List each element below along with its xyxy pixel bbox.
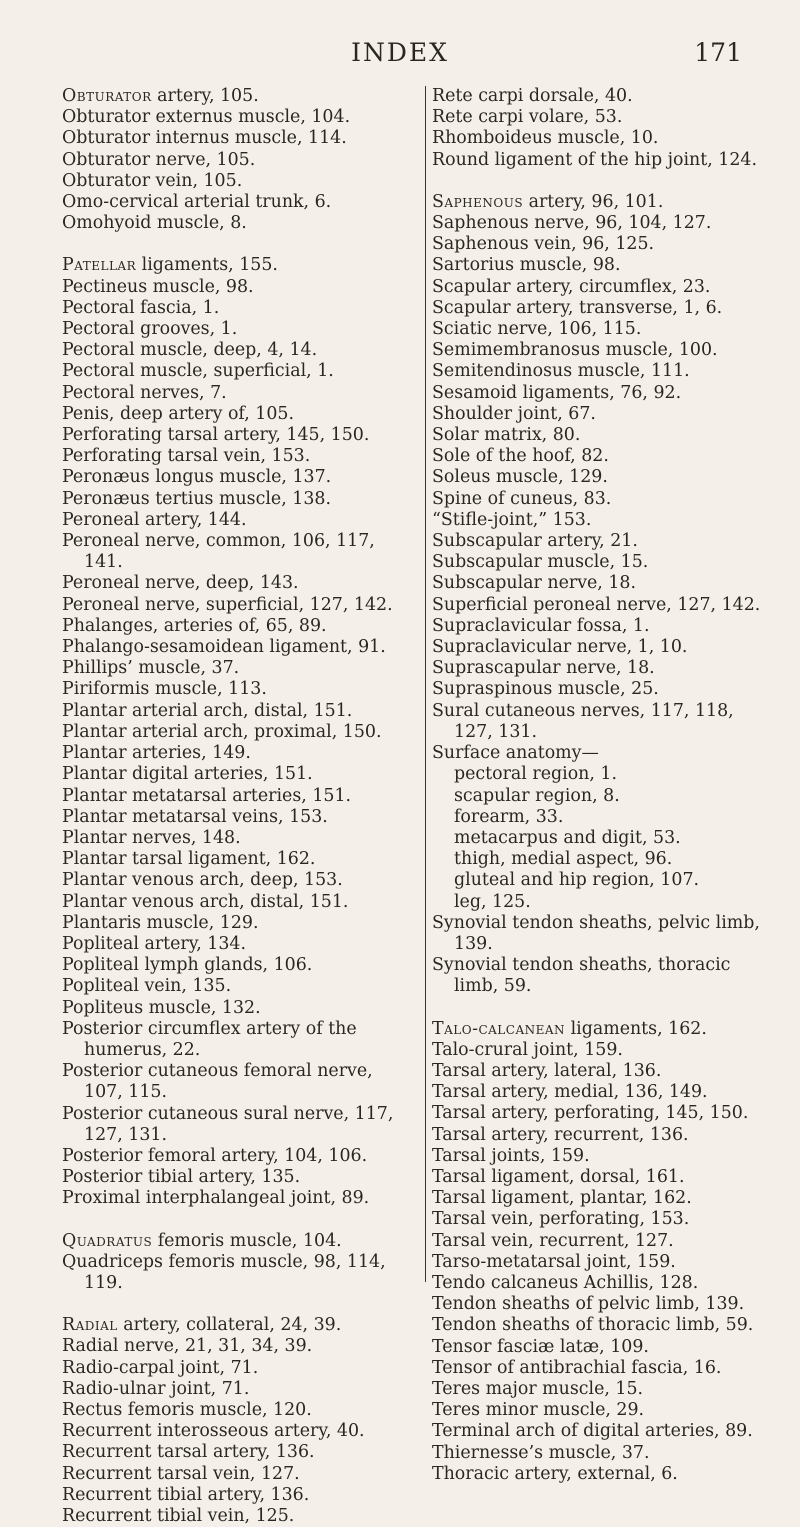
index-entry	[62, 255, 402, 276]
index-entry: Tensor of antibrachial fascia, 16.	[432, 1357, 722, 1378]
index-entry: Sartorius muscle, 98.	[432, 255, 621, 276]
index-entry: Penis, deep artery of, 105.	[62, 403, 295, 424]
index-entry: Pectoral grooves, 1.	[62, 319, 238, 340]
index-entry: Omo-cervical arterial trunk, 6.	[62, 192, 332, 213]
entry-text: artery, 105.	[151, 86, 259, 106]
index-entry: Phalanges, arteries of, 65, 89.	[62, 615, 327, 636]
index-entry: forearm, 33.	[454, 806, 564, 827]
index-entry: Plantar venous arch, deep, 153.	[62, 870, 343, 891]
section-gap	[62, 234, 402, 255]
index-entry: Peroneal nerve, common, 106, 117, 141.	[62, 531, 375, 573]
index-entry	[432, 192, 777, 213]
index-entry	[62, 86, 402, 107]
index-entry: Supraclavicular fossa, 1.	[432, 615, 650, 636]
index-entry: Popliteal lymph glands, 106.	[62, 955, 313, 976]
index-entry: Semimembranosus muscle, 100.	[432, 340, 718, 361]
index-entry: Thoracic artery, external, 6.	[432, 1463, 678, 1484]
page-number: 171	[694, 38, 742, 67]
index-entry: Tarsal vein, perforating, 153.	[432, 1209, 690, 1230]
index-entry: Popliteal artery, 134.	[62, 933, 247, 954]
index-entry: Piriformis muscle, 113.	[62, 679, 267, 700]
index-entry: scapular region, 8.	[454, 785, 620, 806]
index-entry: Plantaris muscle, 129.	[62, 912, 259, 933]
index-entry: Supraclavicular nerve, 1, 10.	[432, 637, 688, 658]
section-lead-word: Obturator	[62, 86, 152, 106]
index-entry: pectoral region, 1.	[454, 764, 618, 785]
index-entry: Subscapular muscle, 15.	[432, 552, 649, 573]
entry-text: ligaments, 155.	[136, 255, 278, 276]
section-gap	[62, 1210, 402, 1231]
section-gap	[432, 998, 777, 1019]
index-column-left	[62, 86, 402, 1527]
index-entry: Solar matrix, 80.	[432, 425, 581, 446]
index-entry: Tendo calcaneus Achillis, 128.	[432, 1272, 699, 1293]
index-entry: Soleus muscle, 129.	[432, 467, 608, 488]
index-entry: Radio-carpal joint, 71.	[62, 1357, 259, 1378]
index-entry: Plantar arterial arch, distal, 151.	[62, 700, 353, 721]
index-entry: Saphenous vein, 96, 125.	[432, 234, 655, 255]
index-entry: Radial nerve, 21, 31, 34, 39.	[62, 1336, 313, 1357]
page-title: INDEX	[351, 38, 449, 67]
index-entry: Tarsal ligament, plantar, 162.	[432, 1188, 692, 1209]
index-entry: Rectus femoris muscle, 120.	[62, 1399, 312, 1420]
index-entry: Tarsal artery, lateral, 136.	[432, 1060, 662, 1081]
index-entry: Obturator internus muscle, 114.	[62, 128, 347, 149]
index-entry: Plantar metatarsal arteries, 151.	[62, 785, 352, 806]
index-entry: Recurrent tarsal vein, 127.	[62, 1463, 300, 1484]
index-entry: Semitendinosus muscle, 111.	[432, 361, 690, 382]
index-entry: Tarsal ligament, dorsal, 161.	[432, 1166, 685, 1187]
section-lead-word: Quadratus	[62, 1230, 153, 1251]
index-entry: “Stifle-joint,” 153.	[432, 509, 592, 530]
index-entry: Peronæus tertius muscle, 138.	[62, 488, 331, 509]
index-entry: Tarsal joints, 159.	[432, 1145, 590, 1166]
index-entry: Teres major muscle, 15.	[432, 1378, 644, 1399]
index-entry: Plantar arteries, 149.	[62, 743, 251, 764]
index-entry: Tarsal artery, recurrent, 136.	[432, 1124, 689, 1145]
index-entry: Recurrent interosseous artery, 40.	[62, 1421, 365, 1442]
entry-text: artery, 96, 101.	[523, 191, 664, 212]
index-entry: Spine of cuneus, 83.	[432, 488, 612, 509]
index-entry: Rete carpi dorsale, 40.	[432, 86, 633, 106]
index-entry: Pectoral muscle, superficial, 1.	[62, 361, 334, 382]
section-lead-word: Radial	[62, 1315, 118, 1336]
index-entry: Recurrent tibial artery, 136.	[62, 1484, 310, 1505]
index-entry: Tarsal artery, medial, 136, 149.	[432, 1082, 708, 1103]
index-entry: Obturator nerve, 105.	[62, 149, 256, 170]
index-entry: Posterior circumflex artery of the humerus, 22.	[62, 1018, 357, 1060]
index-entry: Synovial tendon sheaths, thoracic limb, 59.	[432, 955, 731, 997]
index-entry: Subscapular artery, 21.	[432, 531, 638, 552]
index-entry: Pectoral fascia, 1.	[62, 297, 220, 318]
index-entry: Posterior cutaneous sural nerve, 117, 127, 131.	[62, 1103, 394, 1145]
entry-text: ligaments, 162.	[565, 1018, 707, 1039]
index-entry: Subscapular nerve, 18.	[432, 573, 637, 594]
entry-text: artery, collateral, 24, 39.	[117, 1315, 342, 1336]
index-entry: Obturator externus muscle, 104.	[62, 107, 351, 128]
index-entry: Scapular artery, circumflex, 23.	[432, 276, 711, 297]
index-entry	[62, 1231, 402, 1252]
index-entry: Superficial peroneal nerve, 127, 142.	[432, 594, 761, 615]
index-entry: Posterior femoral artery, 104, 106.	[62, 1145, 368, 1166]
index-entry: Rete carpi volare, 53.	[432, 107, 623, 128]
index-entry: Peroneal nerve, superficial, 127, 142.	[62, 594, 393, 615]
index-entry: gluteal and hip region, 107.	[454, 870, 700, 891]
index-entry: Popliteal vein, 135.	[62, 976, 232, 997]
index-entry: Pectoral nerves, 7.	[62, 382, 227, 403]
entry-text: femoris muscle, 104.	[152, 1230, 342, 1251]
index-entry: Suprascapular nerve, 18.	[432, 658, 655, 679]
index-entry: Tensor fasciæ latæ, 109.	[432, 1336, 649, 1357]
index-entry: Tarsal artery, perforating, 145, 150.	[432, 1103, 749, 1124]
index-entry: Perforating tarsal artery, 145, 150.	[62, 425, 370, 446]
index-entry: Rhomboideus muscle, 10.	[432, 128, 659, 149]
index-entry: Obturator vein, 105.	[62, 170, 243, 191]
index-entry: Recurrent tibial vein, 125.	[62, 1506, 295, 1526]
index-entry: Plantar venous arch, distal, 151.	[62, 891, 349, 912]
index-entry: Synovial tendon sheaths, pelvic limb, 139.	[432, 912, 760, 954]
section-lead-word: Patellar	[62, 255, 137, 276]
index-entry: Posterior tibial artery, 135.	[62, 1167, 301, 1188]
index-entry: Round ligament of the hip joint, 124.	[432, 149, 758, 170]
index-entry: Pectoral muscle, deep, 4, 14.	[62, 340, 318, 361]
index-entry: Sural cutaneous nerves, 117, 118, 127, 131.	[432, 700, 734, 742]
index-entry: Talo-crural joint, 159.	[432, 1039, 623, 1060]
index-entry: Plantar digital arteries, 151.	[62, 764, 313, 785]
index-entry: Pectineus muscle, 98.	[62, 276, 254, 297]
index-entry: Perforating tarsal vein, 153.	[62, 446, 311, 467]
index-entry: thigh, medial aspect, 96.	[454, 849, 673, 870]
index-entry: Saphenous nerve, 96, 104, 127.	[432, 213, 712, 234]
index-entry: Peroneal artery, 144.	[62, 509, 247, 530]
index-entry: Quadriceps femoris muscle, 98, 114, 119.	[62, 1251, 386, 1293]
index-entry: Shoulder joint, 67.	[432, 403, 596, 424]
section-gap	[62, 1294, 402, 1315]
index-entry: Tarso-metatarsal joint, 159.	[432, 1251, 676, 1272]
index-entry: Surface anatomy—	[432, 743, 599, 764]
index-entry: Phillips’ muscle, 37.	[62, 658, 240, 679]
section-lead-word: Talo-calcanean	[432, 1018, 566, 1039]
index-entry: Posterior cutaneous femoral nerve, 107, 115.	[62, 1061, 373, 1103]
index-entry: Sciatic nerve, 106, 115.	[432, 319, 642, 340]
index-entry: leg, 125.	[454, 891, 531, 912]
section-lead-word: Saphenous	[432, 191, 524, 212]
index-entry: Peroneal nerve, deep, 143.	[62, 573, 299, 594]
index-entry: Tendon sheaths of pelvic limb, 139.	[432, 1294, 745, 1315]
index-entry: Phalango-sesamoidean ligament, 91.	[62, 637, 386, 658]
index-entry: Popliteus muscle, 132.	[62, 997, 261, 1018]
index-entry: Sole of the hoof, 82.	[432, 446, 609, 467]
index-entry: Teres minor muscle, 29.	[432, 1400, 645, 1421]
index-entry: Terminal arch of digital arteries, 89.	[432, 1421, 753, 1442]
index-entry: Supraspinous muscle, 25.	[432, 679, 659, 700]
index-entry: Radio-ulnar joint, 71.	[62, 1378, 250, 1399]
index-entry: Scapular artery, transverse, 1, 6.	[432, 297, 723, 318]
index-entry: Omohyoid muscle, 8.	[62, 213, 247, 234]
index-entry	[62, 1315, 402, 1336]
index-entry: Sesamoid ligaments, 76, 92.	[432, 382, 682, 403]
section-gap	[432, 171, 777, 192]
index-entry: Peronæus longus muscle, 137.	[62, 467, 332, 488]
index-entry: metacarpus and digit, 53.	[454, 827, 681, 848]
page-header	[0, 38, 800, 78]
index-entry: Recurrent tarsal artery, 136.	[62, 1442, 315, 1463]
index-entry: Plantar metatarsal veins, 153.	[62, 806, 328, 827]
index-entry: Plantar tarsal ligament, 162.	[62, 849, 316, 870]
index-entry: Thiernesse’s muscle, 37.	[432, 1442, 650, 1463]
index-entry: Plantar arterial arch, proximal, 150.	[62, 721, 382, 742]
index-entry: Proximal interphalangeal joint, 89.	[62, 1188, 370, 1209]
index-entry: Tarsal vein, recurrent, 127.	[432, 1230, 674, 1251]
index-column-right	[425, 86, 777, 1484]
index-entry: Plantar nerves, 148.	[62, 827, 241, 848]
index-entry	[432, 1019, 777, 1040]
index-entry: Tendon sheaths of thoracic limb, 59.	[432, 1315, 754, 1336]
